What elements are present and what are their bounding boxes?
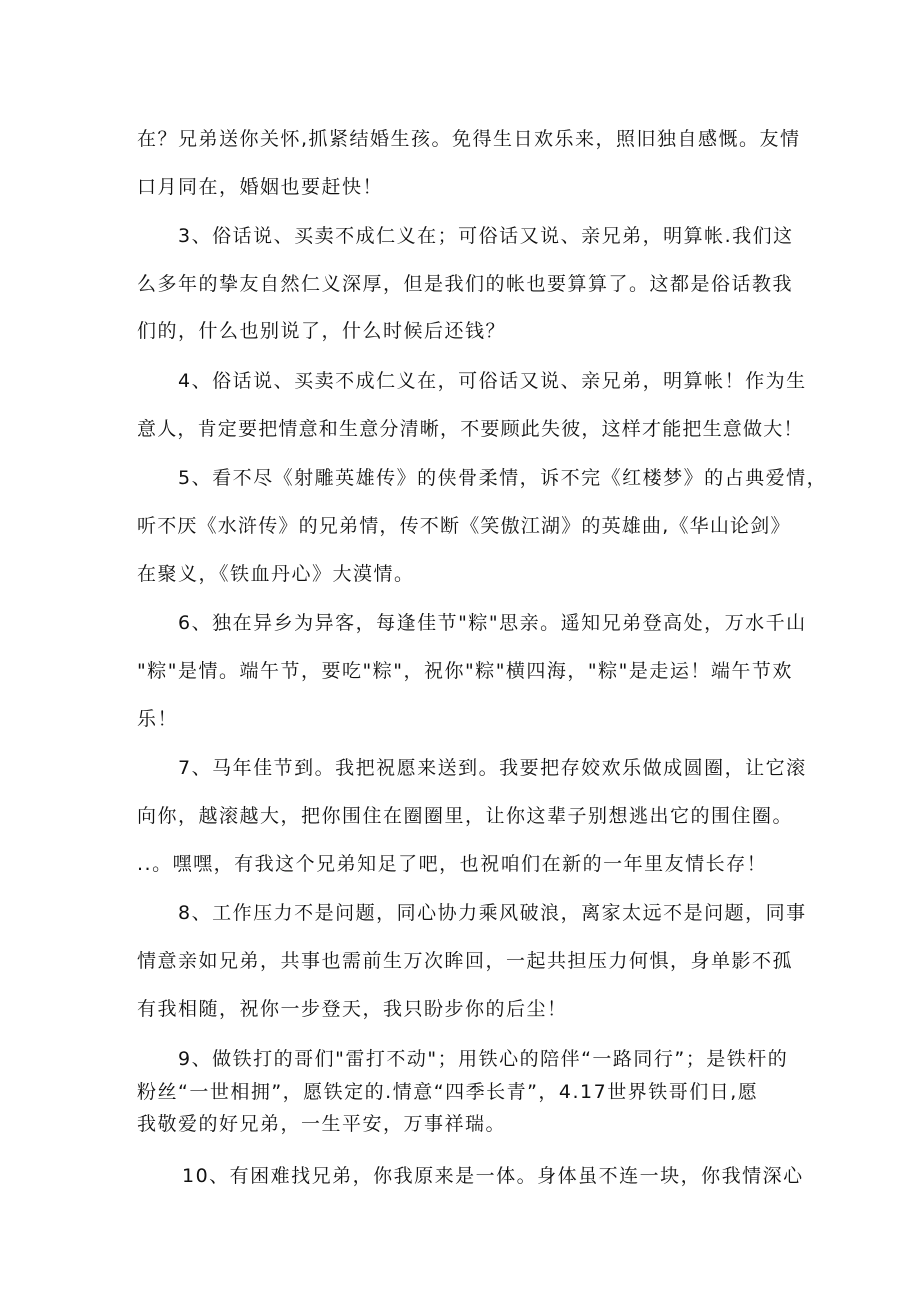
text-line: 8、工作压力不是问题，同心协力乘风破浪，离家太远不是问题，同事	[178, 902, 807, 924]
text-line: 情意亲如兄弟，共事也需前生万次眸回，一起共担压力何惧，身单影不孤	[137, 950, 794, 972]
text-line: 我敬爱的好兄弟，一生平安，万事祥瑞。	[137, 1113, 507, 1135]
text-line: 3、俗话说、买卖不成仁义在；可俗话又说、亲兄弟，明算帐.我们这	[178, 225, 794, 247]
text-line: 4、俗话说、买卖不成仁义在，可俗话又说、亲兄弟，明算帐！作为生	[178, 370, 807, 392]
text-line: 9、做铁打的哥们"雷打不动"；用铁心的陪伴“一路同行”；是铁杆的	[178, 1048, 789, 1070]
text-line: 意人，肯定要把情意和生意分清晰，不要顾此失彼，这样才能把生意做大！	[137, 418, 804, 440]
text-line: 10、有困难找兄弟，你我原来是一体。身体虽不连一块，你我情深心	[182, 1165, 804, 1187]
text-line: 粉丝“一世相拥”，愿铁定的.情意“四季长青”，4.17世界铁哥们日,愿	[137, 1081, 759, 1103]
text-line: 在？兄弟送你关怀,抓紧结婚生孩。免得生日欢乐来，照旧独自感慨。友情	[137, 128, 801, 150]
text-line: 们的，什么也别说了，什么时候后还钱？	[137, 320, 507, 342]
text-line: 乐！	[137, 708, 179, 730]
text-line: 向你，越滚越大，把你围住在圈圈里，让你这辈子别想逃出它的围住圈。	[137, 805, 794, 827]
text-line: 么多年的挚友自然仁义深厚，但是我们的帐也要算算了。这都是俗话教我	[137, 273, 794, 295]
text-line: 口月同在，婚姻也要赶快！	[137, 176, 384, 198]
text-line: "粽"是情。端午节，要吃"粽"，祝你"粽"横四海，"粽"是走运！端午节欢	[137, 660, 793, 682]
text-line: 5、看不尽《射雕英雄传》的侠骨柔情，诉不完《红楼梦》的占典爱情，	[178, 467, 828, 489]
text-line: 有我相随，祝你一步登天，我只盼步你的后尘！	[137, 998, 568, 1020]
text-line: ..。嘿嘿，有我这个兄弟知足了吧，也祝咱们在新的一年里友情长存！	[137, 853, 768, 875]
text-line: 7、马年佳节到。我把祝愿来送到。我要把存姣欢乐做成圆圈，让它滚	[178, 757, 807, 779]
text-line: 听不厌《水浒传》的兄弟情，传不断《笑傲江湖》的英雄曲,《华山论剑》	[137, 515, 791, 537]
text-line: 在聚义，《铁血丹心》大漠情。	[137, 563, 415, 585]
text-line: 6、独在异乡为异客，每逢佳节"粽"思亲。遥知兄弟登高处，万水千山	[178, 612, 807, 634]
